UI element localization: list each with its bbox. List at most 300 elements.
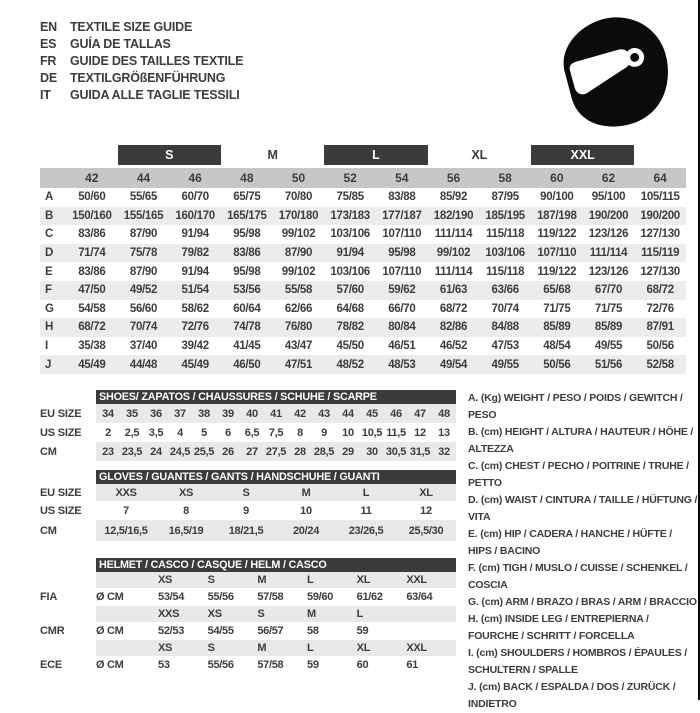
cell-value: 12 xyxy=(414,426,426,439)
helmet-size-label: L xyxy=(307,574,314,586)
size-value: 44/48 xyxy=(129,358,158,371)
size-number: 42 xyxy=(85,171,99,185)
size-value: 95/98 xyxy=(233,228,261,241)
helmet-value: 57/58 xyxy=(257,591,284,603)
size-value: 71/75 xyxy=(594,302,623,315)
size-value: 150/160 xyxy=(72,209,112,222)
cell-value: XS xyxy=(178,486,194,499)
size-value: 71/75 xyxy=(543,302,571,315)
cell-value: 31,5 xyxy=(409,445,431,458)
size-value: 190/200 xyxy=(588,209,629,222)
size-value: 123/126 xyxy=(588,265,629,278)
cell-value: 34 xyxy=(102,407,114,420)
cell-value: 10,5 xyxy=(361,426,383,439)
helmet-size-label: S xyxy=(257,608,265,620)
size-value: 65/75 xyxy=(233,191,261,204)
size-value: 49/54 xyxy=(439,358,468,371)
size-value: 115/119 xyxy=(641,247,680,260)
size-value: 170/180 xyxy=(278,209,319,222)
helmet-size-label: M xyxy=(257,574,267,586)
helmet-size-label: XXS xyxy=(158,608,180,620)
cell-value: 11 xyxy=(360,504,372,517)
diameter-label: Ø CM xyxy=(96,625,124,637)
helmet-value: 53 xyxy=(158,659,170,671)
size-row-F xyxy=(40,281,686,300)
shoes-rows-row xyxy=(40,404,460,423)
size-value: 82/86 xyxy=(439,321,468,334)
cell-value: 23,5 xyxy=(121,445,143,458)
size-value: 53/56 xyxy=(233,284,261,297)
size-value: 95/98 xyxy=(388,247,416,260)
cell-value: 27,5 xyxy=(265,445,287,458)
size-value: 46/50 xyxy=(233,358,261,371)
row-cells xyxy=(96,622,456,640)
cell-value: 5 xyxy=(201,426,207,439)
cell-value: 11,5 xyxy=(386,426,406,439)
row-letter: H xyxy=(45,321,54,334)
helmet-values-row-ECE xyxy=(40,656,460,674)
size-value: 47/50 xyxy=(78,284,106,297)
language-code: DE xyxy=(40,71,57,85)
size-value: 107/110 xyxy=(537,247,577,260)
size-value: 57/60 xyxy=(336,284,364,297)
size-value: 173/183 xyxy=(330,209,370,222)
size-value: 127/130 xyxy=(640,228,680,241)
size-value: 65/68 xyxy=(543,284,571,297)
size-value: 83/88 xyxy=(388,191,416,204)
shoes-title: SHOES/ ZAPATOS / CHAUSSURES / SCHUHE / SCARPE xyxy=(96,390,456,404)
size-value: 76/80 xyxy=(284,321,313,334)
helmet-size-label: S xyxy=(207,574,215,586)
size-value: 52/58 xyxy=(646,358,674,371)
size-value: 68/72 xyxy=(439,302,468,315)
shoes-rows-row xyxy=(40,442,460,461)
gloves-title: GLOVES / GUANTES / GANTS / HANDSCHUHE / GUANTI xyxy=(96,470,456,484)
helmet-value: 59/60 xyxy=(307,591,334,603)
size-value: 165/175 xyxy=(227,209,267,222)
row-letter: A xyxy=(45,191,54,204)
language-row xyxy=(40,19,243,36)
cell-value: 44 xyxy=(342,407,354,420)
size-value: 70/74 xyxy=(129,321,158,334)
row-cells xyxy=(96,656,456,674)
size-value: 51/54 xyxy=(181,284,209,297)
helmet-value: 53/54 xyxy=(158,591,185,603)
helmet-value: 56/57 xyxy=(257,625,284,637)
size-value: 45/49 xyxy=(181,358,209,371)
row-cells xyxy=(96,588,456,606)
size-value: 70/80 xyxy=(284,191,313,204)
size-value: 50/60 xyxy=(78,191,106,204)
legend-item-F: F. (cm) TIGH / MUSLO / CUISSE / SCHENKEL / COSCIA xyxy=(468,562,688,591)
cell-value: 45 xyxy=(366,407,378,420)
helmet-value: 59 xyxy=(307,659,319,671)
size-value: 47/51 xyxy=(284,358,313,371)
size-number-row xyxy=(40,168,686,188)
language-row xyxy=(40,53,243,70)
size-value: 111/114 xyxy=(434,265,473,278)
row-letter: F xyxy=(45,284,52,297)
size-value: 160/170 xyxy=(175,209,215,222)
language-code: ES xyxy=(40,37,57,51)
size-table-body xyxy=(40,188,686,374)
size-value: 119/122 xyxy=(537,228,577,241)
row-cells xyxy=(96,442,456,461)
language-row xyxy=(40,36,243,53)
cell-value: 28,5 xyxy=(313,445,335,458)
size-number: 52 xyxy=(343,171,357,185)
standard-label: FIA xyxy=(40,591,58,603)
size-value: 50/56 xyxy=(543,358,571,371)
helmet-value: 59 xyxy=(356,625,369,637)
size-value: 43/47 xyxy=(284,340,313,353)
size-value: 54/58 xyxy=(78,302,106,315)
shoes-rows-row xyxy=(40,423,460,442)
helmet-size-label: L xyxy=(307,642,314,654)
cell-value: 7,5 xyxy=(268,426,284,439)
helmet-value: 61/62 xyxy=(356,591,383,603)
helmet-values-row-CMR xyxy=(40,622,460,640)
row-label xyxy=(40,572,96,588)
size-value: 115/118 xyxy=(486,265,525,278)
size-value: 90/100 xyxy=(540,191,574,204)
row-label: EU SIZE xyxy=(40,407,82,420)
cell-value: 10 xyxy=(300,504,312,517)
helmet-rows xyxy=(40,572,460,674)
size-value: 87/90 xyxy=(129,228,158,241)
size-number: 56 xyxy=(446,171,461,185)
size-value: 87/91 xyxy=(646,321,674,334)
row-letter: J xyxy=(45,358,52,371)
language-row xyxy=(40,87,243,104)
language-code: FR xyxy=(40,54,57,68)
size-value: 187/198 xyxy=(537,209,577,222)
size-value: 111/114 xyxy=(434,228,473,241)
cell-value: 9 xyxy=(321,426,327,439)
size-value: 111/114 xyxy=(589,247,628,260)
cell-value: XXS xyxy=(115,486,137,499)
cell-value: 10 xyxy=(342,426,354,439)
row-label: CM xyxy=(40,445,57,458)
helmet-values-row-FIA xyxy=(40,588,460,606)
cell-value: 32 xyxy=(438,445,450,458)
cell-value: 27 xyxy=(246,445,258,458)
size-value: 103/106 xyxy=(485,247,525,260)
size-group-L: L xyxy=(324,145,427,165)
legend-item-A: A. (Kg) WEIGHT / PESO / POIDS / GEWITCH / PESO xyxy=(468,392,683,421)
size-value: 63/66 xyxy=(491,284,519,297)
row-label: US SIZE xyxy=(40,426,82,439)
helmet-size-label: XXL xyxy=(406,574,427,586)
size-value: 68/72 xyxy=(78,321,106,334)
row-letter: I xyxy=(45,340,48,353)
size-value: 99/102 xyxy=(281,228,316,241)
helmet-size-label: XXL xyxy=(406,642,427,654)
size-value: 49/52 xyxy=(129,284,158,297)
row-cells xyxy=(96,484,456,501)
language-title: TEXTILGRÖßENFÜHRUNG xyxy=(70,71,226,85)
legend-item-C: C. (cm) CHEST / PECHO / POITRINE / TRUHE / PETTO xyxy=(468,460,689,489)
cell-value: 9 xyxy=(243,504,249,517)
size-value: 115/118 xyxy=(486,228,525,241)
cell-value: 20/24 xyxy=(292,524,320,537)
size-number: 62 xyxy=(601,171,616,185)
size-value: 49/55 xyxy=(491,358,519,371)
size-value: 107/110 xyxy=(382,228,422,241)
size-value: 103/106 xyxy=(330,228,370,241)
language-code: IT xyxy=(40,88,51,102)
helmet-size-label: XS xyxy=(158,642,173,654)
cell-value: 2,5 xyxy=(124,426,140,439)
helmet-value: 55/56 xyxy=(207,659,234,671)
size-value: 48/52 xyxy=(336,358,364,371)
cell-value: 24,5 xyxy=(169,445,191,458)
row-label: CM xyxy=(40,524,57,537)
legend-item-J: J. (cm) BACK / ESPALDA / DOS / ZURÜCK / INDIETRO xyxy=(468,681,676,710)
cell-value: 35 xyxy=(126,407,138,420)
helmet-value: 60 xyxy=(356,659,369,671)
size-row-B xyxy=(40,207,686,226)
size-value: 83/86 xyxy=(78,265,106,278)
cell-value: 43 xyxy=(318,407,330,420)
size-value: 91/94 xyxy=(336,247,364,260)
cell-value: 18/21,5 xyxy=(228,524,264,537)
size-value: 35/38 xyxy=(78,340,106,353)
cell-value: 7 xyxy=(123,504,129,517)
language-title: TEXTILE SIZE GUIDE xyxy=(70,20,193,34)
racing-helmet-icon xyxy=(548,12,688,134)
cell-value: 12 xyxy=(420,504,432,517)
legend-item-B: B. (cm) HEIGHT / ALTURA / HAUTEUR / HÖHE / ALTEZZA xyxy=(468,426,694,455)
size-value: 177/187 xyxy=(382,209,422,222)
helmet-value: 58 xyxy=(307,625,319,637)
size-number-corner xyxy=(40,168,66,188)
helmet-size-label: M xyxy=(257,642,267,654)
size-value: 182/190 xyxy=(433,209,474,222)
cell-value: 8 xyxy=(297,426,303,439)
size-row-C xyxy=(40,225,686,244)
size-value: 45/49 xyxy=(78,358,106,371)
racing-helmet-svg xyxy=(548,12,688,134)
row-cells xyxy=(96,572,456,588)
size-value: 70/74 xyxy=(491,302,519,315)
row-label xyxy=(40,640,96,656)
size-number: 44 xyxy=(136,171,151,185)
size-row-I xyxy=(40,337,686,356)
row-cells xyxy=(96,501,456,520)
helmet-value: 63/64 xyxy=(406,591,433,603)
cell-value: 16,5/19 xyxy=(168,524,204,537)
size-value: 67/70 xyxy=(594,284,623,297)
cell-value: S xyxy=(242,486,250,499)
cell-value: 24 xyxy=(150,445,162,458)
language-code: EN xyxy=(40,20,57,34)
size-value: 64/68 xyxy=(336,302,364,315)
helmet-sizes-row-FIA xyxy=(40,572,460,588)
helmet-value: 52/53 xyxy=(158,625,185,637)
size-value: 185/195 xyxy=(485,209,525,222)
cell-value: 40 xyxy=(246,407,258,420)
size-value: 99/102 xyxy=(281,265,316,278)
size-value: 95/100 xyxy=(591,191,626,204)
cell-value: 6 xyxy=(225,426,231,439)
cell-value: 12,5/16,5 xyxy=(104,524,148,537)
size-value: 49/55 xyxy=(594,340,623,353)
size-value: 85/89 xyxy=(594,321,623,334)
cell-value: 25,5/30 xyxy=(408,524,444,537)
size-number: 46 xyxy=(188,171,202,185)
cell-value: 8 xyxy=(183,504,189,517)
size-value: 61/63 xyxy=(439,284,468,297)
cell-value: 46 xyxy=(390,407,402,420)
gloves-rows-row xyxy=(40,520,460,541)
language-title: GUIDA ALLE TAGLIE TESSILI xyxy=(70,88,240,102)
row-cells xyxy=(96,520,456,541)
size-value: 85/92 xyxy=(439,191,468,204)
row-cells xyxy=(96,423,456,442)
size-value: 95/98 xyxy=(233,265,261,278)
size-row-J xyxy=(40,355,686,374)
helmet-value: 54/55 xyxy=(207,625,234,637)
size-value: 91/94 xyxy=(181,265,209,278)
size-group-XL: XL xyxy=(471,148,488,162)
size-value: 127/130 xyxy=(640,265,680,278)
textile-size-table xyxy=(40,145,686,374)
cell-value: 39 xyxy=(222,407,234,420)
size-value: 50/56 xyxy=(646,340,674,353)
size-value: 85/89 xyxy=(543,321,571,334)
size-value: 71/74 xyxy=(78,247,106,260)
gloves-section xyxy=(40,470,460,541)
diameter-label: Ø CM xyxy=(96,591,124,603)
size-row-E xyxy=(40,262,686,281)
size-value: 60/70 xyxy=(181,191,209,204)
row-cells xyxy=(96,404,456,423)
size-value: 48/54 xyxy=(543,340,571,353)
helmet-size-label: XL xyxy=(356,574,371,586)
row-cells xyxy=(96,640,456,656)
cell-value: 37 xyxy=(174,407,186,420)
shoes-section xyxy=(40,390,460,461)
size-number: 54 xyxy=(395,171,409,185)
size-value: 155/165 xyxy=(123,209,164,222)
size-value: 107/110 xyxy=(382,265,422,278)
size-value: 37/40 xyxy=(129,340,158,353)
gloves-rows-row xyxy=(40,484,460,501)
size-value: 62/66 xyxy=(284,302,313,315)
size-value: 78/82 xyxy=(336,321,364,334)
cell-value: 23/26,5 xyxy=(348,524,384,537)
cell-value: 26 xyxy=(222,445,234,458)
size-row-G xyxy=(40,300,686,319)
cell-value: L xyxy=(362,486,370,499)
size-value: 39/42 xyxy=(181,340,209,353)
size-value: 123/126 xyxy=(588,228,629,241)
size-value: 46/52 xyxy=(439,340,468,353)
helmet-sizes-row-ECE xyxy=(40,640,460,656)
cell-value: 2 xyxy=(105,426,111,439)
size-value: 66/70 xyxy=(388,302,416,315)
measurement-legend xyxy=(468,390,698,713)
size-number: 60 xyxy=(550,171,564,185)
size-value: 75/78 xyxy=(129,247,158,260)
helmet-value: 55/56 xyxy=(207,591,234,603)
size-value: 46/51 xyxy=(388,340,416,353)
size-value: 58/62 xyxy=(181,302,209,315)
helmet-sizes-row-CMR xyxy=(40,606,460,622)
shoes-rows xyxy=(40,404,460,461)
cell-value: 13 xyxy=(438,426,450,439)
row-cells xyxy=(96,606,456,622)
size-value: 51/56 xyxy=(594,358,623,371)
helmet-size-label: S xyxy=(207,642,215,654)
cell-value: 3,5 xyxy=(148,426,164,439)
cell-value: 28 xyxy=(294,445,306,458)
helmet-size-label: M xyxy=(307,608,316,620)
cell-value: 38 xyxy=(198,407,210,420)
cell-value: 30 xyxy=(366,445,378,458)
size-value: 79/82 xyxy=(181,247,209,260)
cell-value: 36 xyxy=(150,407,162,420)
cell-value: 23 xyxy=(102,445,114,458)
size-value: 45/50 xyxy=(336,340,364,353)
helmet-size-label: L xyxy=(356,608,364,620)
cell-value: 6,5 xyxy=(244,426,260,439)
cell-value: 47 xyxy=(414,407,426,420)
size-group-S: S xyxy=(118,145,221,165)
helmet-value: 61 xyxy=(406,659,418,671)
size-value: 119/122 xyxy=(537,265,577,278)
size-value: 83/86 xyxy=(233,247,261,260)
size-row-H xyxy=(40,318,686,337)
legend-item-I: I. (cm) SHOULDERS / HOMBROS / ÉPAULES / SCHULTERN / SPALLE xyxy=(468,647,687,676)
cell-value: 48 xyxy=(438,407,450,420)
helmet-value: 57/58 xyxy=(257,659,284,671)
size-value: 72/76 xyxy=(646,302,674,315)
size-value: 55/58 xyxy=(284,284,313,297)
size-value: 60/64 xyxy=(233,302,261,315)
size-value: 41/45 xyxy=(233,340,261,353)
size-group-XXL: XXL xyxy=(531,145,634,165)
standard-label: ECE xyxy=(40,659,63,671)
cell-value: 41 xyxy=(270,407,282,420)
legend-item-E: E. (cm) HIP / CADERA / HANCHE / HÜFTE / HIPS / BACINO xyxy=(468,528,672,557)
size-value: 74/78 xyxy=(233,321,261,334)
language-title: GUÍA DE TALLAS xyxy=(70,37,171,51)
helmet-title: HELMET / CASCO / CASQUE / HELM / CASCO xyxy=(96,558,456,572)
row-letter: G xyxy=(45,302,54,315)
size-value: 72/76 xyxy=(181,321,209,334)
standard-label: CMR xyxy=(40,625,65,637)
cell-value: M xyxy=(301,486,311,499)
cell-value: 4 xyxy=(177,426,183,439)
size-value: 103/106 xyxy=(330,265,370,278)
helmet-size-label: XS xyxy=(158,574,173,586)
row-letter: D xyxy=(45,247,54,260)
gloves-rows-row xyxy=(40,501,460,520)
size-value: 48/53 xyxy=(388,358,416,371)
cell-value: XL xyxy=(419,486,433,499)
size-value: 55/65 xyxy=(129,191,158,204)
helmet-size-label: XL xyxy=(356,642,371,654)
row-label: US SIZE xyxy=(40,504,82,517)
row-label xyxy=(40,606,96,622)
legend-item-H: H. (cm) INSIDE LEG / ENTREPIERNA / FOURCHE / SCHRITT / FORCELLA xyxy=(468,613,649,642)
size-value: 56/60 xyxy=(129,302,158,315)
size-row-A xyxy=(40,188,686,207)
size-value: 47/53 xyxy=(491,340,519,353)
size-value: 83/86 xyxy=(78,228,106,241)
